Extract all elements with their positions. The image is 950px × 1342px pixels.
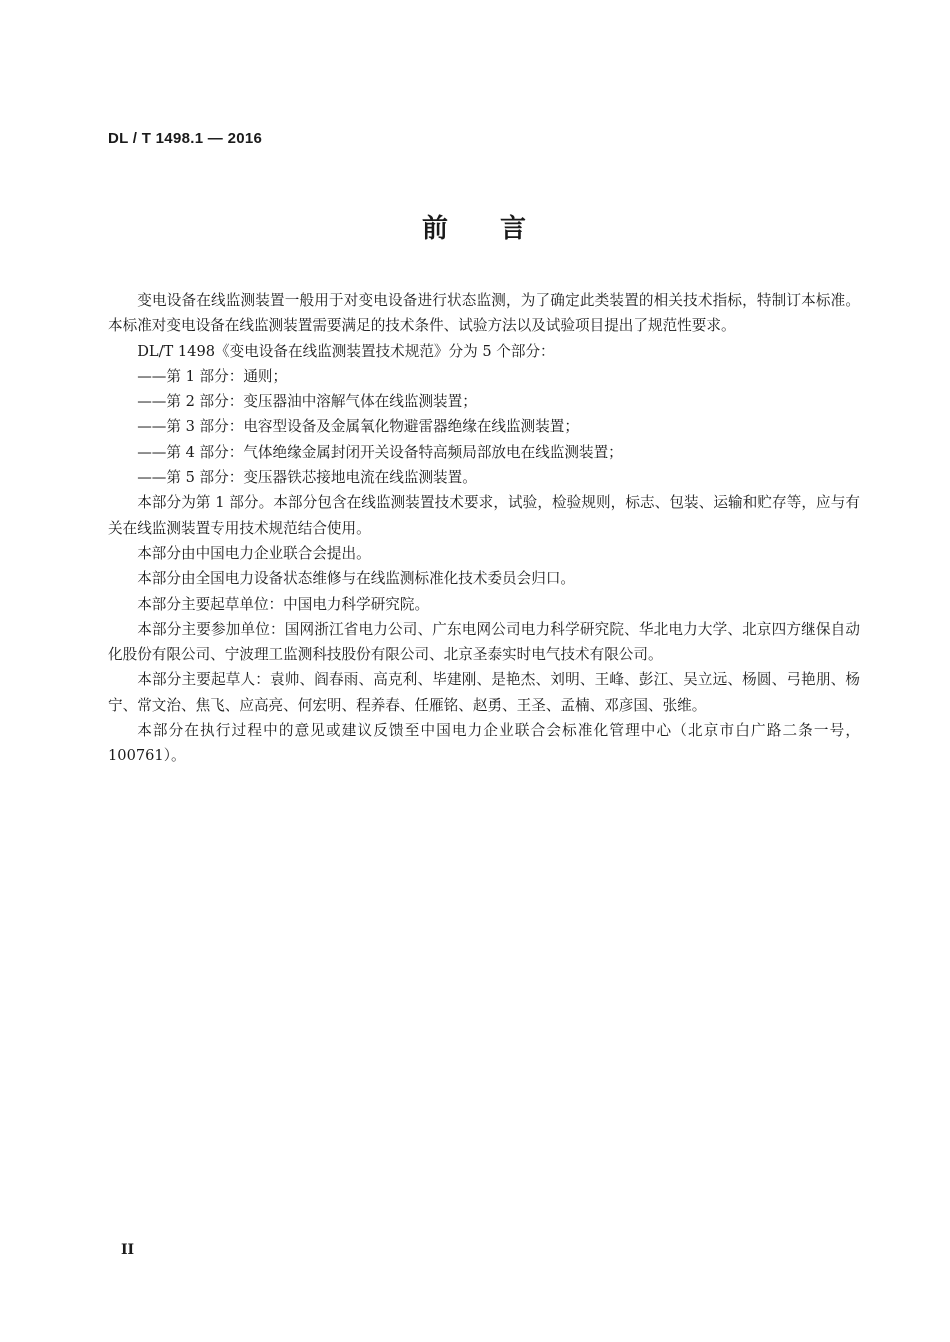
list-item-part-3: ——第 3 部分：电容型设备及金属氧化物避雷器绝缘在线监测装置； xyxy=(137,418,579,436)
foreword-body xyxy=(108,288,860,769)
page-title xyxy=(0,208,950,245)
list-item-part-2: ——第 2 部分：变压器油中溶解气体在线监测装置； xyxy=(137,393,477,411)
paragraph-scope: 本部分为第 1 部分。本部分包含在线监测装置技术要求，试验，检验规则，标志、包装、运输和贮存等，应与有关在线监测装置专用技术规范结合使用。 xyxy=(108,494,860,537)
list-item-part-5: ——第 5 部分：变压器铁芯接地电流在线监测装置。 xyxy=(137,469,477,487)
paragraph-participants: 本部分主要参加单位：国网浙江省电力公司、广东电网公司电力科学研究院、华北电力大学、北京四方继保自动化股份有限公司、宁波理工监测科技股份有限公司、北京圣泰实时电气技术有限公司。 xyxy=(108,620,860,664)
paragraph-committee: 本部分由全国电力设备状态维修与在线监测标准化技术委员会归口。 xyxy=(137,570,576,588)
page-number: II xyxy=(121,1242,135,1258)
list-item-part-4: ——第 4 部分：气体绝缘金属封闭开关设备特高频局部放电在线监测装置； xyxy=(137,443,623,461)
paragraph-drafting-unit: 本部分主要起草单位：中国电力科学研究院。 xyxy=(137,595,430,613)
paragraph-proposer: 本部分由中国电力企业联合会提出。 xyxy=(137,544,371,562)
document-code: DL / T 1498.1 — 2016 xyxy=(108,130,263,147)
page-title-char-1: 前 xyxy=(421,214,450,244)
paragraph-intro: 变电设备在线监测装置一般用于对变电设备进行状态监测，为了确定此类装置的相关技术指标，特制订本标准。本标准对变电设备在线监测装置需要满足的技术条件、试验方法以及试验项目提出了规范性要求。 xyxy=(108,292,860,335)
list-item-part-1: ——第 1 部分：通则； xyxy=(137,367,288,385)
paragraph-drafters: 本部分主要起草人：袁帅、阎春雨、高克利、毕建刚、是艳杰、刘明、王峰、彭江、吴立远、杨圆、弓艳朋、杨宁、常文治、焦飞、应高亮、何宏明、程养春、任雁铭、赵勇、王圣、孟楠、邓彦国、张维。 xyxy=(108,671,860,714)
page-title-char-2: 言 xyxy=(500,214,529,244)
paragraph-feedback: 本部分在执行过程中的意见或建议反馈至中国电力企业联合会标准化管理中心（北京市白广路二条一号，100761）。 xyxy=(108,722,860,765)
paragraph-parts-overview: DL/T 1498《变电设备在线监测装置技术规范》分为 5 个部分： xyxy=(137,342,555,360)
